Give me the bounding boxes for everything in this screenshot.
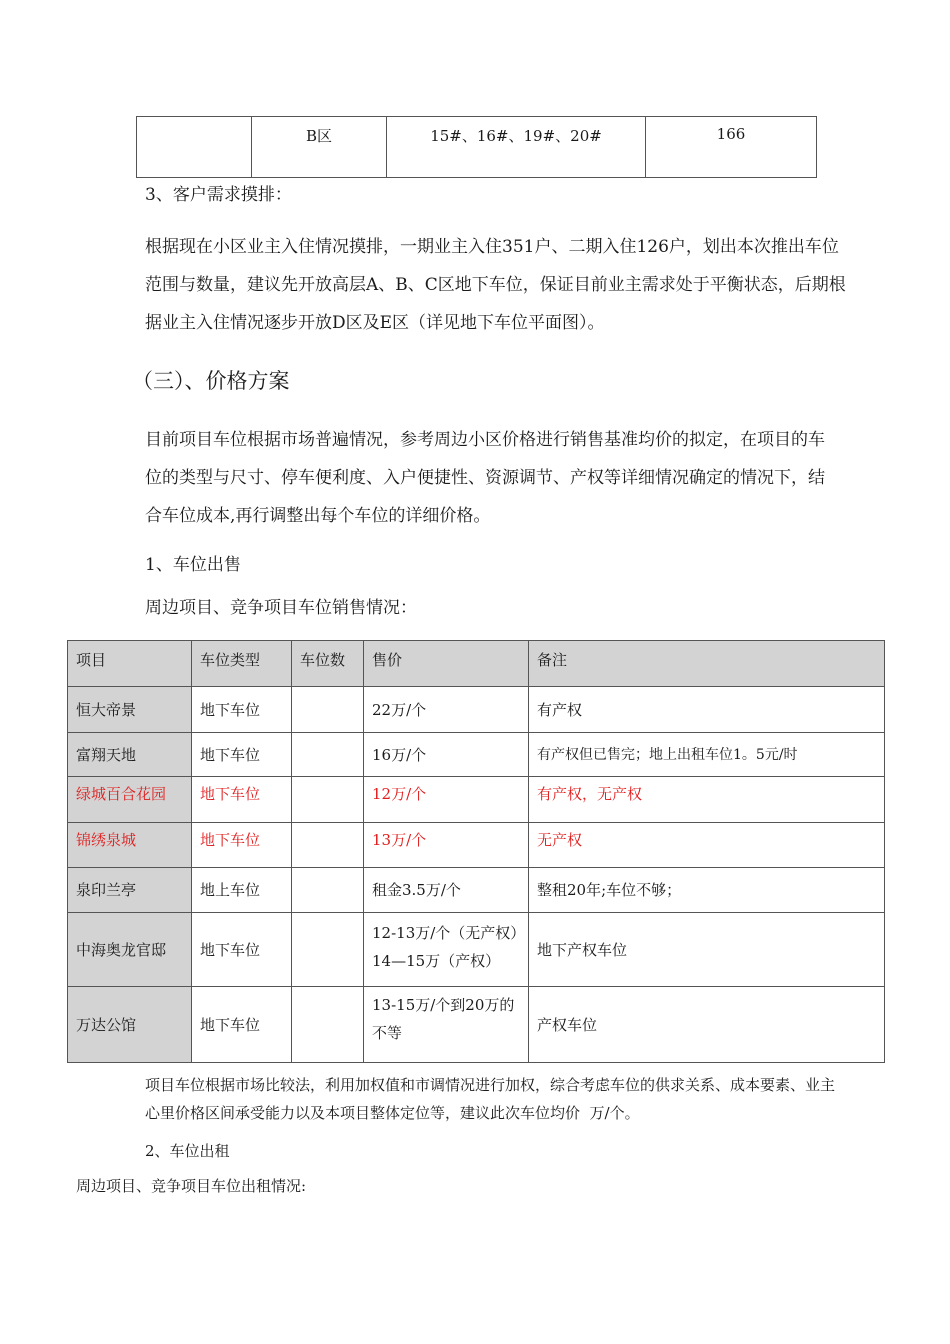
table-row [68, 868, 885, 913]
zone-table-fragment [136, 116, 817, 178]
zone-cell-buildings: 15#、16#、19#、20# [387, 117, 646, 178]
header-type: 车位类型 [192, 641, 292, 687]
header-count: 车位数 [292, 641, 364, 687]
cell-price-text: 12-13万/个（无产权）14—15万（产权） [372, 924, 518, 970]
zone-cell-empty [137, 117, 252, 178]
cell-count [292, 823, 364, 868]
paragraph-line: 据业主入住情况逐步开放D区及E区（详见地下车位平面图）。 [145, 313, 605, 333]
cell-price: 12万/个 [364, 777, 529, 823]
cell-count [292, 987, 364, 1063]
price-comparison-table [67, 640, 885, 1063]
cell-note: 有产权，无产权 [529, 777, 885, 823]
cell-count [292, 687, 364, 733]
cell-price [364, 987, 529, 1063]
cell-price: 13万/个 [364, 823, 529, 868]
cell-project: 绿城百合花园 [68, 777, 192, 823]
cell-project: 万达公馆 [68, 987, 192, 1063]
table-row [68, 913, 885, 987]
sale-intro: 周边项目、竞争项目车位销售情况： [145, 598, 417, 618]
header-note: 备注 [529, 641, 885, 687]
section-heading-price-plan: （三）、价格方案 [132, 369, 290, 393]
subsection-title-sale: 1、车位出售 [145, 555, 241, 575]
cell-price: 22万/个 [364, 687, 529, 733]
cell-project: 恒大帝景 [68, 687, 192, 733]
paragraph-line: 合车位成本,再行调整出每个车位的详细价格。 [145, 506, 491, 526]
table-row [68, 777, 885, 823]
cell-type: 地下车位 [192, 913, 292, 987]
cell-project: 中海奥龙官邸 [68, 913, 192, 987]
paragraph-line: 位的类型与尺寸、停车便利度、入户便捷性、资源调节、产权等详细情况确定的情况下，结 [145, 468, 825, 488]
subsection-title-rent: 2、车位出租 [145, 1142, 230, 1160]
cell-count [292, 913, 364, 987]
rent-intro: 周边项目、竞争项目车位出租情况: [76, 1177, 307, 1195]
cell-count [292, 868, 364, 913]
paragraph-line: 项目车位根据市场比较法，利用加权值和市调情况进行加权，综合考虑车位的供求关系、成本要素、业主 [145, 1076, 836, 1094]
cell-note: 整租20年;车位不够； [529, 868, 885, 913]
cell-count [292, 777, 364, 823]
cell-type: 地下车位 [192, 777, 292, 823]
table-row [137, 117, 817, 178]
cell-price: 租金3.5万/个 [364, 868, 529, 913]
cell-count [292, 733, 364, 777]
paragraph-line: 根据现在小区业主入住情况摸排，一期业主入住351户、二期入住126户，划出本次推出车位 [145, 237, 839, 257]
cell-project: 泉印兰亭 [68, 868, 192, 913]
table-row [68, 733, 885, 777]
zone-cell-count: 166 [646, 117, 817, 178]
zone-cell-area: B区 [252, 117, 387, 178]
cell-price [364, 913, 529, 987]
cell-note: 无产权 [529, 823, 885, 868]
section-title-customer-demand: 3、客户需求摸排： [145, 185, 292, 205]
cell-type: 地下车位 [192, 687, 292, 733]
table-header-row [68, 641, 885, 687]
header-price: 售价 [364, 641, 529, 687]
cell-note: 有产权但已售完；地上出租车位1。5元/时 [529, 733, 885, 777]
cell-project: 锦绣泉城 [68, 823, 192, 868]
cell-project: 富翔天地 [68, 733, 192, 777]
cell-note: 地下产权车位 [529, 913, 885, 987]
table-row [68, 687, 885, 733]
cell-type: 地上车位 [192, 868, 292, 913]
cell-type: 地下车位 [192, 823, 292, 868]
cell-note: 产权车位 [529, 987, 885, 1063]
paragraph-pricing-method [145, 1071, 885, 1127]
paragraph-line: 范围与数量，建议先开放高层A、B、C区地下车位，保证目前业主需求处于平衡状态，后期根 [145, 275, 846, 295]
table-row [68, 987, 885, 1063]
cell-price: 16万/个 [364, 733, 529, 777]
paragraph-price-plan [145, 421, 905, 535]
cell-type: 地下车位 [192, 733, 292, 777]
paragraph-line: 心里价格区间承受能力以及本项目整体定位等，建议此次车位均价 万/个。 [145, 1104, 640, 1122]
cell-type: 地下车位 [192, 987, 292, 1063]
cell-note: 有产权 [529, 687, 885, 733]
cell-price-text: 13-15万/个到20万的不等 [372, 996, 515, 1042]
paragraph-line: 目前项目车位根据市场普遍情况，参考周边小区价格进行销售基准均价的拟定，在项目的车 [145, 430, 825, 450]
table-row [68, 823, 885, 868]
header-project: 项目 [68, 641, 192, 687]
paragraph-demand [145, 228, 905, 342]
